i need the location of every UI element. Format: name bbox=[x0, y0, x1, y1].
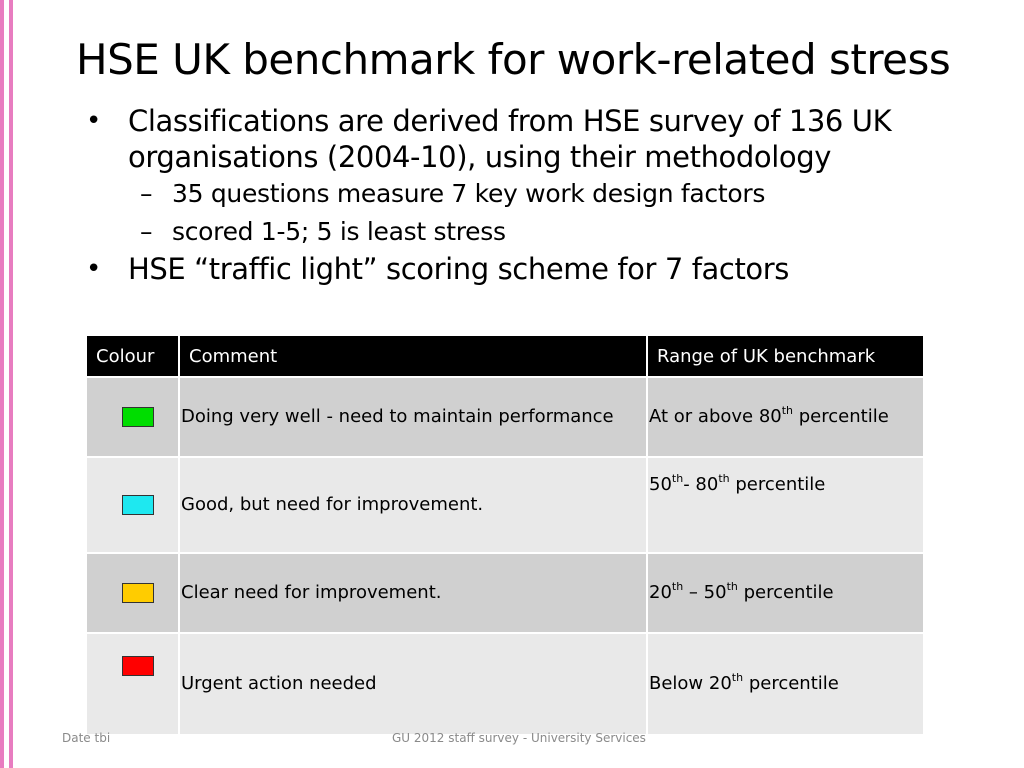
slide-title: HSE UK benchmark for work-related stress bbox=[76, 35, 951, 84]
bullet-dot-icon: • bbox=[86, 106, 101, 136]
comment-cell: Clear need for improvement. bbox=[179, 553, 647, 633]
range-cell: Below 20th percentile bbox=[647, 633, 923, 735]
cyan-swatch bbox=[122, 495, 154, 515]
colour-cell bbox=[87, 457, 179, 553]
ordinal-suffix: th bbox=[726, 580, 738, 593]
ordinal-suffix: th bbox=[781, 404, 794, 417]
header-range: Range of UK benchmark bbox=[647, 336, 923, 377]
colour-cell bbox=[87, 377, 179, 457]
sub-bullet-text: 35 questions measure 7 key work design factors bbox=[172, 179, 766, 208]
left-accent-bar bbox=[0, 0, 4, 768]
red-swatch bbox=[122, 656, 154, 676]
dash-icon: – bbox=[140, 217, 153, 246]
range-cell: At or above 80th percentile bbox=[647, 377, 923, 457]
comment-cell: Doing very well - need to maintain performance bbox=[179, 377, 647, 457]
bullet-text: HSE “traffic light” scoring scheme for 7 factors bbox=[128, 252, 789, 286]
bullet-item bbox=[86, 103, 986, 175]
table-row bbox=[87, 457, 923, 553]
bullet-text: Classifications are derived from HSE survey of 136 UK organisations (2004-10), using their methodology bbox=[128, 104, 892, 174]
ordinal-suffix: th bbox=[671, 580, 684, 593]
comment-cell: Good, but need for improvement. bbox=[179, 457, 647, 553]
sub-bullet-item bbox=[86, 213, 986, 251]
footer-date: Date tbi bbox=[62, 731, 111, 745]
colour-cell bbox=[87, 633, 179, 735]
header-colour: Colour bbox=[87, 336, 179, 377]
table-row bbox=[87, 553, 923, 633]
ordinal-suffix: th bbox=[718, 472, 730, 485]
sub-bullet-item bbox=[86, 175, 986, 213]
colour-cell bbox=[87, 553, 179, 633]
bullet-dot-icon: • bbox=[86, 254, 101, 284]
table-row bbox=[87, 377, 923, 457]
green-swatch bbox=[122, 407, 154, 427]
dash-icon: – bbox=[140, 179, 153, 208]
amber-swatch bbox=[122, 583, 154, 603]
table-row bbox=[87, 633, 923, 735]
sub-bullet-text: scored 1-5; 5 is least stress bbox=[172, 217, 506, 246]
range-cell: 20th – 50th percentile bbox=[647, 553, 923, 633]
ordinal-suffix: th bbox=[671, 472, 684, 485]
table-header-row bbox=[87, 336, 923, 377]
comment-cell: Urgent action needed bbox=[179, 633, 647, 735]
range-cell: 50th- 80th percentile bbox=[647, 457, 923, 553]
bullet-list bbox=[86, 103, 986, 287]
header-comment: Comment bbox=[179, 336, 647, 377]
footer-center-text: GU 2012 staff survey - University Services bbox=[392, 731, 646, 745]
bullet-item bbox=[86, 251, 986, 287]
left-accent-bar-inner bbox=[9, 0, 13, 768]
ordinal-suffix: th bbox=[731, 671, 744, 684]
benchmark-table bbox=[87, 336, 923, 736]
